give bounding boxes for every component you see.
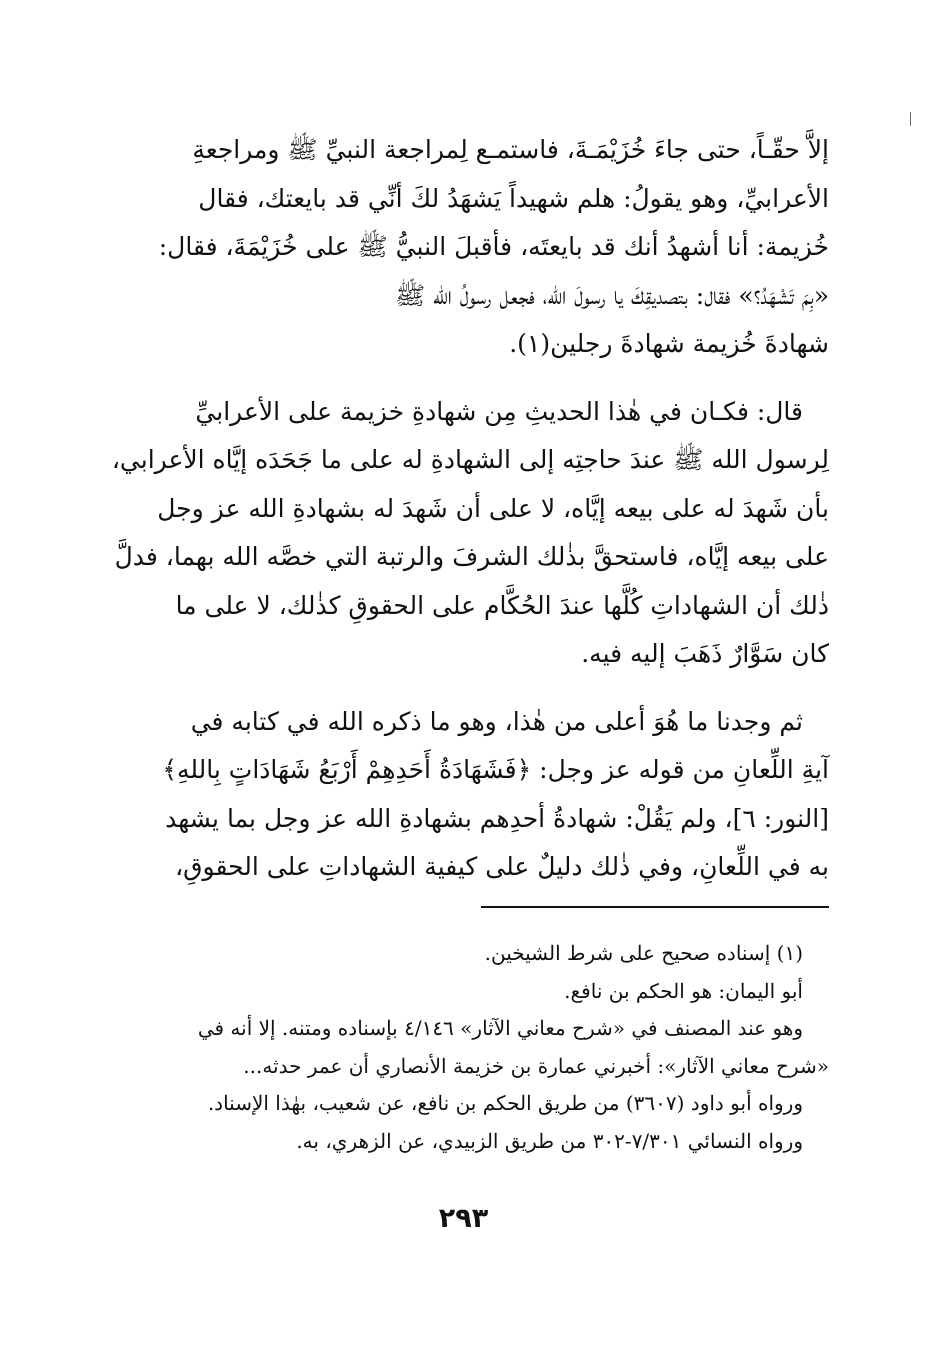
paragraph-spacer bbox=[99, 369, 829, 388]
text-line: آيةِ اللِّعانِ من قوله عز وجل: ﴿فَشَهَادَةُ أَحَدِهِمْ أَرْبَعُ شَهَادَاتٍ بِاللهِ﴾ bbox=[162, 755, 829, 784]
footnote-line: «شرح معاني الآثار»: أخبرني عمارة بن خزيمة الأنصاري أن عمر حدثه... bbox=[243, 1053, 829, 1078]
paragraph-1 bbox=[99, 126, 829, 369]
footnotes bbox=[99, 935, 829, 1160]
text-line: الأعرابيِّ، وهو يقولُ: هلم شهيداً يَشهَدُ لكَ أنِّي قد بايعتك، فقال bbox=[198, 183, 829, 213]
footnote-line: أبو اليمان: هو الحكم بن نافع. bbox=[564, 978, 803, 1003]
footnote-line: ورواه النسائي ٧/٣٠١-٣٠٢ من طريق الزبيدي، عن الزهري، به. bbox=[296, 1128, 803, 1153]
text-line: [النور: ٦]، ولم يَقُلْ: شهادةُ أحدِهم بشهادةِ الله عز وجل بما يشهد bbox=[165, 803, 829, 833]
page-number: ٢٩٣ bbox=[438, 1203, 489, 1234]
text-line: قال: فكـان في هٰذا الحديثِ مِن شهادةِ خزيمة على الأعرابيِّ bbox=[195, 396, 803, 426]
footnote-line: ورواه أبو داود (٣٦٠٧) من طريق الحكم بن نافع، عن شعيب، بهٰذا الإسناد. bbox=[207, 1091, 803, 1115]
scan-mark bbox=[910, 112, 911, 126]
paragraph-spacer bbox=[99, 679, 829, 698]
paragraph-2 bbox=[99, 388, 829, 679]
text-line: بأن شَهدَ له على بيعه إيَّاه، لا على أن شَهدَ له بشهادةِ الله عز وجل bbox=[157, 493, 829, 523]
text-line: ثم وجدنا ما هُوَ أعلى من هٰذا، وهو ما ذكره الله في كتابه في bbox=[190, 706, 803, 736]
text-line: شهادةَ خُزيمة شهادةَ رجلين(١). bbox=[509, 329, 829, 358]
footnote-separator bbox=[481, 906, 829, 908]
text-line: إلاَّ حقّـاً، حتى جاءَ خُزَيْمَـةَ، فاستمـع لِمراجعة النبيِّ ﷺ ومراجعةِ bbox=[192, 135, 829, 164]
text-line: «بِمَ تَشْهَدُ؟» فقال: بتصديقِكَ يا رسولَ الله، فجعل رسولُ الله ﷺ bbox=[395, 280, 829, 310]
text-line: كان سَوَّارٌ ذَهَبَ إليه فيه. bbox=[581, 639, 829, 668]
text-line: به في اللِّعانِ، وفي ذٰلك دليلٌ على كيفية الشهاداتِ على الحقوقِ، bbox=[175, 852, 829, 881]
footnote-line: وهو عند المصنف في «شرح معاني الآثار» ٤/١٤٦ بإسناده ومتنه. إلا أنه في bbox=[197, 1016, 803, 1040]
text-line: لِرسول الله ﷺ عندَ حاجتِه إلى الشهادةِ له على ما جَحَدَه إيَّاه الأعرابي، bbox=[111, 445, 829, 474]
text-line: خُزيمة: أنا أشهدُ أنك قد بايعتَه، فأقبلَ النبيُّ ﷺ على خُزَيْمَةَ، فقال: bbox=[158, 232, 829, 261]
main-text bbox=[99, 126, 829, 892]
paragraph-3 bbox=[99, 698, 829, 892]
text-line: على بيعه إيَّاه، فاستحقَّ بذٰلك الشرفَ والرتبة التي خصَّه الله بهما، فدلَّ bbox=[114, 542, 829, 571]
text-line: ذٰلك أن الشهاداتِ كُلَّها عندَ الحُكَّام على الحقوقِ كذٰلك، لا على ما bbox=[175, 590, 829, 620]
footnote-line: (١) إسناده صحيح على شرط الشيخين. bbox=[484, 941, 803, 965]
